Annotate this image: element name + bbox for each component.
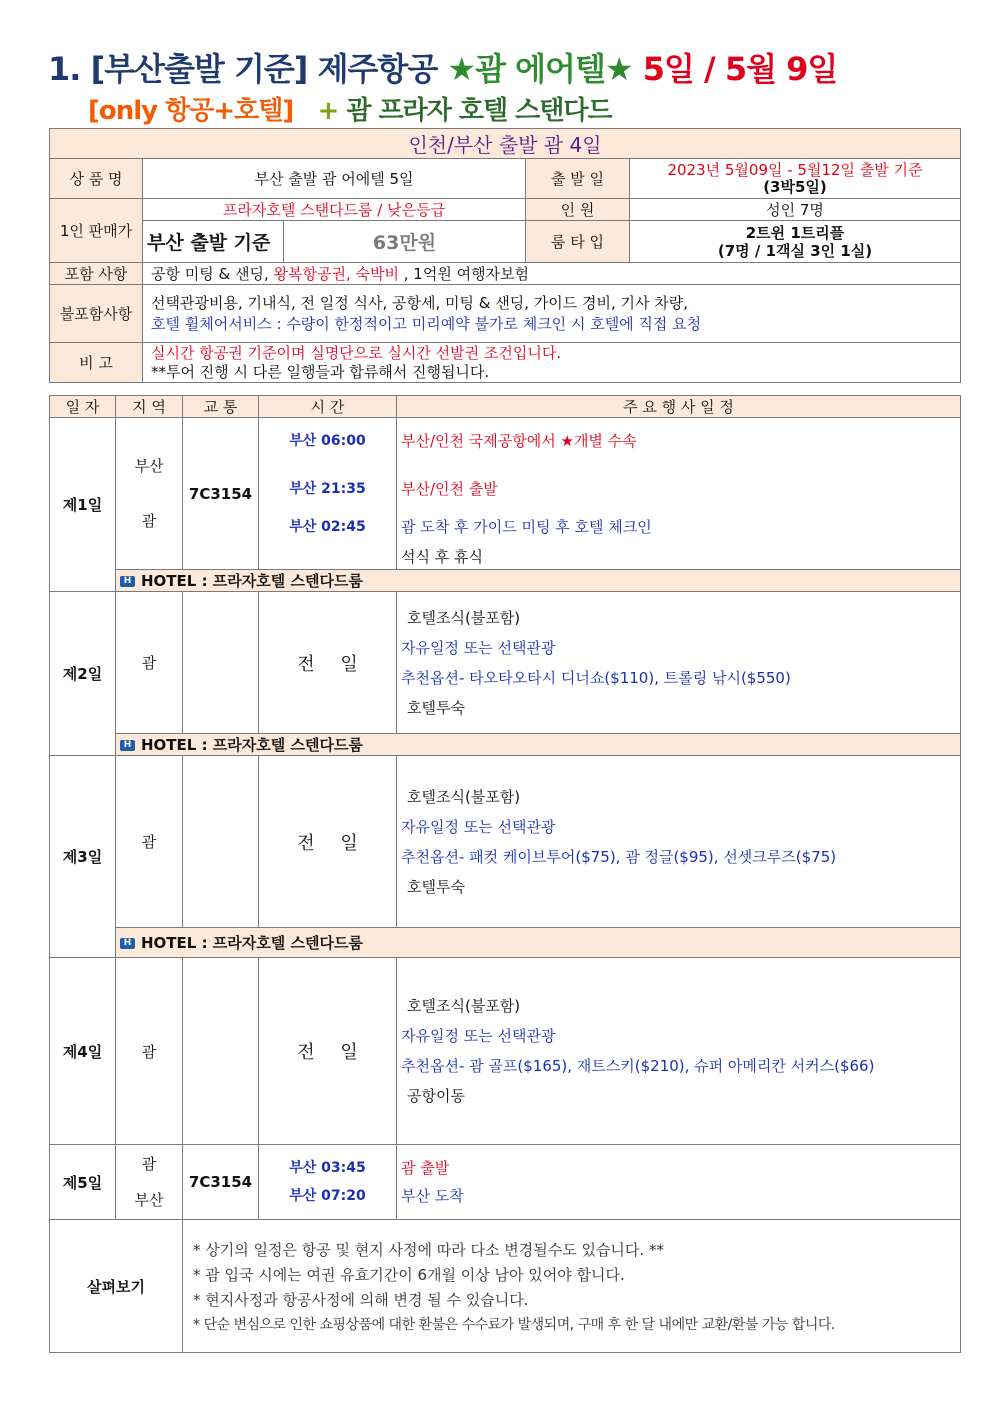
day3-events — [397, 756, 961, 928]
day5-time-1: 부산 03:45 — [289, 1160, 366, 1176]
include-label: 포함 사항 — [50, 263, 143, 285]
day5-label: 제5일 — [50, 1145, 116, 1220]
room-value: 2트윈 1트리플 — [745, 223, 845, 242]
day4-event-3: 추천옵션- 괌 골프($165), 재트스키($210), 슈퍼 아메리칸 서커스($66) — [401, 1057, 875, 1075]
day2-hotel — [116, 734, 961, 756]
day1-row — [50, 418, 961, 570]
day5-event-2: 부산 도착 — [401, 1187, 464, 1205]
col-transport: 교 통 — [183, 396, 259, 418]
include-c: , 1억원 여행자보험 — [403, 265, 530, 283]
hotel-icon: H — [120, 576, 135, 587]
day2-hotel-row — [50, 734, 961, 756]
note-label: 비 고 — [50, 343, 143, 383]
day3-event-4: 호텔투숙 — [407, 878, 465, 896]
day5-row — [50, 1145, 961, 1220]
day3-flight — [183, 756, 259, 928]
day1-region-1: 부산 — [134, 456, 164, 475]
day1-hotel — [116, 570, 961, 592]
day4-flight — [183, 958, 259, 1145]
day2-row — [50, 592, 961, 734]
price-amount: 63 — [372, 232, 400, 254]
exclude-cell — [143, 285, 961, 343]
note-1: 실시간 항공권 기준이며 실명단으로 실시간 선발권 조건입니다. — [151, 343, 562, 362]
day3-event-2: 자유일정 또는 선택관광 — [401, 818, 556, 836]
notes-row — [50, 1220, 961, 1353]
day3-label: 제3일 — [50, 756, 116, 958]
day5-time-2: 부산 07:20 — [289, 1188, 366, 1204]
price-label: 1인 판매가 — [50, 199, 143, 263]
price-room: 프라자호텔 스탠다드룸 / 낮은등급 — [143, 199, 526, 221]
subtitle-hotel-plan: 괌 프라자 호텔 스탠다드 — [346, 96, 612, 126]
day3-hotel-text: HOTEL : 프라자호텔 스텐다드룸 — [141, 934, 363, 952]
day1-region-2: 괌 — [141, 511, 157, 530]
day1-event-3: 괌 도착 후 가이드 미팅 후 호텔 체크인 — [401, 518, 652, 536]
day2-region: 괌 — [116, 592, 183, 734]
note-item-1: * 상기의 일정은 항공 및 현지 사정에 따라 다소 변경될수도 있습니다. ** — [193, 1240, 664, 1259]
day2-time: 전 일 — [259, 592, 397, 734]
day3-event-3: 추천옵션- 패컷 케이브투어($75), 괌 정글($95), 선셋크루즈($75) — [401, 848, 837, 866]
day4-event-4: 공항이동 — [407, 1087, 465, 1105]
day3-time: 전 일 — [259, 756, 397, 928]
col-event: 주 요 행 사 일 정 — [397, 396, 961, 418]
price-basis: 부산 출발 기준 — [143, 221, 284, 263]
day2-flight — [183, 592, 259, 734]
sub-title — [88, 90, 612, 127]
day4-row — [50, 958, 961, 1145]
day2-event-2: 자유일정 또는 선택관광 — [401, 638, 556, 657]
price-unit: 만원 — [399, 232, 437, 254]
day2-label: 제2일 — [50, 592, 116, 756]
day1-region — [116, 418, 183, 570]
summary-table — [49, 128, 961, 383]
day4-event-2: 자유일정 또는 선택관광 — [401, 1027, 556, 1045]
day5-event-1: 괌 출발 — [401, 1159, 450, 1177]
title-product: ★괌 에어텔★ — [447, 50, 633, 88]
exclude-2: 호텔 휠체어서비스 : 수량이 한정적이고 미리예약 불가로 체크인 시 호텔에 직접 요청 — [151, 314, 702, 333]
note-item-3: * 현지사정과 항공사정에 의해 변경 될 수 있습니다. — [193, 1290, 529, 1309]
day1-time-2: 부산 21:35 — [289, 481, 366, 497]
title-origin: [부산출발 기준] — [90, 50, 308, 88]
day2-event-4: 호텔투숙 — [407, 698, 465, 717]
col-date: 일 자 — [50, 396, 116, 418]
day1-label: 제1일 — [50, 418, 116, 592]
depart-value: 2023년 5월09일 - 5월12일 출발 기준 — [667, 160, 923, 179]
note-item-4: * 단순 변심으로 인한 쇼핑상품에 대한 환불은 수수료가 발생되며, 구매 후 한 달 내에만 교환/환불 가능 합니다. — [193, 1316, 835, 1333]
day1-hotel-text: HOTEL : 프라자호텔 스텐다드룸 — [141, 572, 363, 590]
day4-label: 제4일 — [50, 958, 116, 1145]
day2-event-1: 호텔조식(불포함) — [407, 608, 521, 627]
title-number: 1. — [48, 50, 81, 88]
hotel-icon: H — [120, 938, 135, 949]
note-item-2: * 괌 입국 시에는 여권 유효기간이 6개월 이상 남아 있어야 합니다. — [193, 1265, 625, 1284]
day1-event-1: 부산/인천 국제공항에서 ★개별 수속 — [401, 432, 637, 450]
day2-events — [397, 592, 961, 734]
day5-flight: 7C3154 — [183, 1145, 259, 1220]
day1-event-2: 부산/인천 출발 — [401, 480, 498, 498]
day5-region-1: 괌 — [141, 1155, 157, 1173]
note-2: **투어 진행 시 다른 일행들과 합류해서 진행됩니다. — [151, 362, 490, 381]
col-region: 지 역 — [116, 396, 183, 418]
col-time: 시 간 — [259, 396, 397, 418]
day3-region: 괌 — [116, 756, 183, 928]
title-airline: 제주항공 — [317, 50, 438, 88]
day1-events — [397, 418, 961, 570]
day4-event-1: 호텔조식(불포함) — [407, 997, 521, 1015]
hotel-icon: H — [120, 740, 135, 751]
day5-region — [116, 1145, 183, 1220]
day4-region: 괌 — [116, 958, 183, 1145]
product-label: 상 품 명 — [50, 159, 143, 199]
title-duration: 5일 / 5월 9일 — [642, 50, 838, 88]
day3-row — [50, 756, 961, 928]
include-cell — [143, 263, 961, 285]
day1-hotel-row — [50, 570, 961, 592]
depart-label: 출 발 일 — [526, 159, 630, 199]
day4-events — [397, 958, 961, 1145]
day1-times — [259, 418, 397, 570]
exclude-1: 선택관광비용, 기내식, 전 일정 식사, 공항세, 미팅 & 샌딩, 가이드 경비, 기사 차량, — [151, 293, 688, 312]
day3-hotel-row — [50, 928, 961, 958]
people-value: 성인 7명 — [630, 199, 961, 221]
room-sub: (7명 / 1객실 3인 1실) — [717, 241, 873, 260]
day5-region-2: 부산 — [134, 1191, 164, 1209]
depart-sub: (3박5일) — [763, 177, 827, 196]
exclude-label: 불포함사항 — [50, 285, 143, 343]
day5-events — [397, 1145, 961, 1220]
day1-time-3: 부산 02:45 — [289, 519, 366, 535]
subtitle-plus: + — [317, 96, 339, 126]
main-title — [48, 44, 837, 90]
price-cell — [284, 221, 526, 263]
day4-time: 전 일 — [259, 958, 397, 1145]
day2-event-3: 추천옵션- 타오타오타시 디너쇼($110), 트롤링 낚시($550) — [401, 668, 791, 687]
depart-cell — [630, 159, 961, 199]
day3-event-1: 호텔조식(불포함) — [407, 788, 521, 806]
day2-hotel-text: HOTEL : 프라자호텔 스텐다드룸 — [141, 736, 363, 754]
subtitle-only: [only 항공+호텔] — [88, 96, 294, 126]
day3-hotel — [116, 928, 961, 958]
note-cell — [143, 343, 961, 383]
people-label: 인 원 — [526, 199, 630, 221]
room-label: 룸 타 입 — [526, 221, 630, 263]
summary-banner: 인천/부산 출발 괌 4일 — [50, 129, 961, 159]
day1-flight: 7C3154 — [183, 418, 259, 570]
notes-cell — [183, 1220, 961, 1353]
include-a: 공항 미팅 & 샌딩, — [151, 265, 269, 283]
notes-label: 살펴보기 — [50, 1220, 183, 1353]
day5-times — [259, 1145, 397, 1220]
product-value: 부산 출발 괌 어에텔 5일 — [143, 159, 526, 199]
day1-time-1: 부산 06:00 — [289, 433, 366, 449]
schedule-table — [49, 395, 961, 1353]
room-cell — [630, 221, 961, 263]
include-b: 왕복항공권, 숙박비 — [273, 265, 399, 283]
day1-event-4: 석식 후 휴식 — [401, 548, 483, 566]
